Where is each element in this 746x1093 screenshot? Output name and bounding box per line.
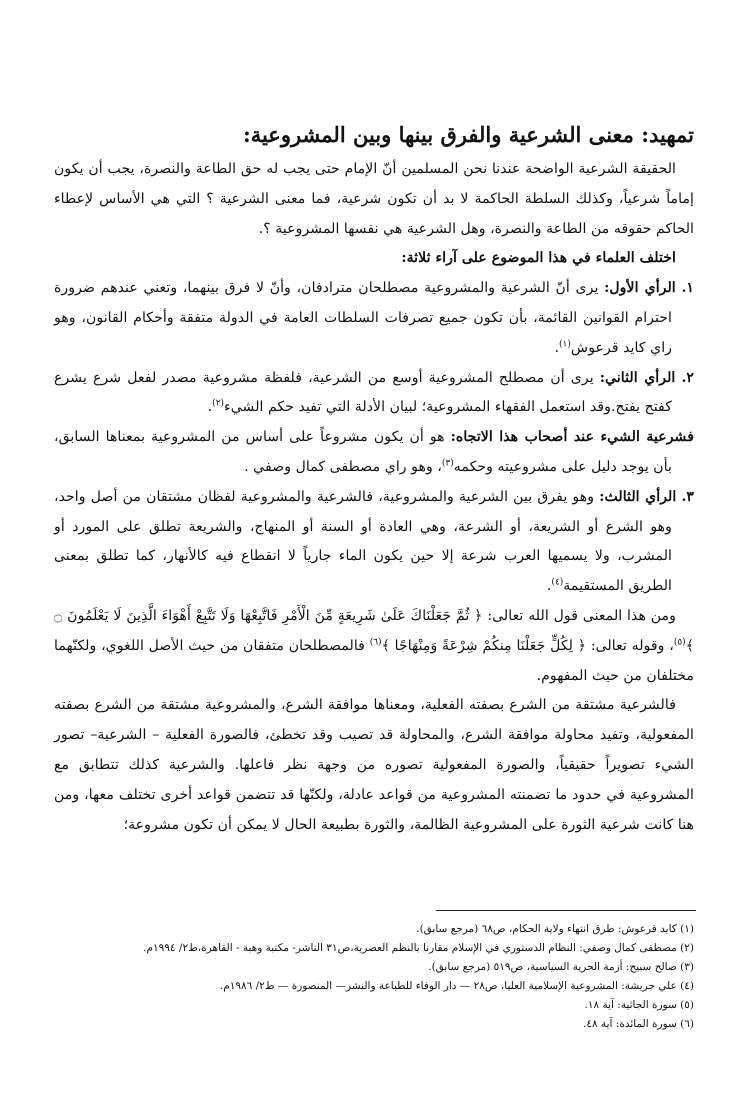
opinion-1-text: يرى أنّ الشرعية والمشروعية مصطلحان مترادفان، وأنّ لا فرق بينهما، وتعني عندهم ضرورة احترام القوانين القائمة، بأن تكون جميع تصرفات السلطات العامة في الدولة متفقة وأحكام القانون، وهو راي كايد قرعوش: [54, 280, 672, 356]
quran-lead: ومن هذا المعنى قول الله تعالى:: [487, 607, 676, 624]
footnote-4: [54, 977, 694, 996]
footnote-ref-2: (٢): [212, 398, 225, 409]
footnote-6: [54, 1015, 694, 1034]
quran-tail: فالمصطلحان متفقان من حيث الأصل اللغوي، ولكنّهما مختلفان من حيث المفهوم.: [54, 637, 694, 684]
opinion-3-text: وهو يفرق بين الشرعية والمشروعية، فالشرعية والمشروعية لفظان مشتقان من أصل واحد، وهو الشرع أو الشريعة، أو الشرعة، وهي العادة أو السنة أو المنهاج، والشريعة تطلق على المورد أو المشرب، ولا يسميها العرب شرعة إلا حين يكون الماء جارياً لا انقطاع فيه كالأنهار، كما تطلق بمعنى الطريق المستقيمة: [54, 488, 672, 595]
opinion-2-number: ٢.: [681, 369, 695, 386]
opinion-3: [54, 483, 694, 602]
opinion-2-definition-text: هو أن يكون مشروعاً على أساس من المشروعية بمعناها السابق، بأن يوجد دليل على مشروعيته وحكمه: [54, 429, 672, 475]
opinions-title: اختلف العلماء في هذا الموضوع على آراء ثلاثة:: [401, 250, 676, 267]
opinion-1-number: ١.: [681, 280, 695, 297]
footnote-ref-5: (٥): [673, 637, 686, 648]
footnote-ref-3: (٣): [441, 458, 454, 469]
opinion-2-definition-end: ، وهو راي مصطفى كمال وصفي .: [244, 458, 442, 475]
footnote-3-text: صالح سبيح: أزمة الحرية السياسية، ص٥١٩ (مرجع سابق).: [428, 961, 677, 973]
footnotes: [54, 920, 694, 1034]
opinion-1-end: .: [554, 339, 559, 356]
footnote-3: [54, 958, 694, 977]
body-text: [54, 155, 694, 840]
opinion-3-end: .: [546, 578, 552, 595]
footnote-6-number: (٦): [680, 1018, 694, 1030]
footnote-ref-1: (١): [559, 339, 571, 350]
page-heading: تمهيد: معنى الشرعية والفرق بينها وبين المشروعية:: [242, 122, 694, 147]
final-paragraph: فالشرعية مشتقة من الشرع بصفته الفعلية، ومعناها موافقة الشرع، والمشروعية مشتقة من الشرع بصفته المفعولية، وتفيد محاولة موافقة الشرع، والمحاولة قد تصيب وقد تخطئ، فالصورة الفعلية – الشرعية– تصور الشيء تصويراً حقيقياً، والصورة المفعولية تصوره من وجهة نظر فاعلها. والشرعية كذلك تتطابق مع المشروعية في حدود ما تضمنته المشروعية من قواعد عادلة، ولكنّها قد تتضمن قواعد أخرى تختلف معها، ومن هنا كانت شرعية الثورة على المشروعية الظالمة، والثورة بطبيعة الحال لا يمكن أن تكون مشروعة؛: [54, 697, 694, 833]
footnote-2: [54, 939, 694, 958]
opinion-1-label: الرأي الأول:: [604, 280, 676, 297]
opinion-2: [54, 364, 694, 424]
footnote-ref-4: (٤): [551, 577, 564, 588]
footnote-5-number: (٥): [680, 999, 694, 1011]
footnote-ref-6: (٦): [369, 637, 382, 648]
quran-verse-2: ﴿ لِكُلٍّ جَعَلْنَا مِنكُمْ شِرْعَةً وَمِنْهَاجًا ﴾: [381, 637, 587, 654]
quran-paragraph: [54, 602, 694, 691]
opinion-3-label: الرأي الثالث:: [599, 488, 677, 505]
opinion-2-text: يرى أن مصطلح المشروعية أوسع من الشرعية، فلفظة مشروعية مصدر لفعل شرع يشرع كفتح يفتح.وقد استعمل الفقهاء المشروعية؛ لبيان الأدلة التي تفيد حكم الشيء: [54, 369, 672, 416]
quran-mid: ، وقوله تعالى:: [590, 637, 674, 654]
footnote-2-text: مصطفى كمال وصفي: النظام الدستوري في الإسلام مقارنا بالنظم العصرية،ص٣١ الناشر- مكتبة وهبة - القاهرة،ط٢/ ١٩٩٤م.: [143, 942, 677, 954]
footnote-separator: [436, 910, 696, 911]
footnote-3-number: (٣): [680, 961, 694, 973]
opinion-2-definition: [54, 423, 694, 483]
opinion-3-number: ٣.: [681, 488, 695, 505]
footnote-4-text: علي جريشة: المشروعية الإسلامية العليا، ص٢٨ — دار الوفاء للطباعة والنشر— المنصورة — ط٢/ ١٩٨٦م.: [219, 980, 677, 992]
footnote-4-number: (٤): [680, 980, 694, 992]
opinion-1: [54, 274, 694, 363]
opinion-2-label: الرأي الثاني:: [599, 369, 676, 386]
footnote-1-number: (١): [680, 923, 694, 935]
footnote-1-text: كايد قرعوش: طرق انتهاء ولاية الحكام، ص٦٨ (مرجع سابق).: [416, 923, 677, 935]
footnote-2-number: (٢): [680, 942, 694, 954]
opinion-2-definition-label: فشرعية الشيء عند أصحاب هذا الاتجاه:: [450, 429, 694, 446]
intro-paragraph: الحقيقة الشرعية الواضحة عندنا نحن المسلمين أنّ الإمام حتى يجب له حق الطاعة والنصرة، يجب أن يكون إماماً شرعياً، وكذلك السلطة الحاكمة لا بد أن تكون شرعية، فما معنى الشرعية ؟ التي هي الأساس لإعطاء الحاكم حقوقه من الطاعة والنصرة، وهل الشرعية هي نفسها المشروعية ؟.: [54, 161, 694, 237]
footnote-1: [54, 920, 694, 939]
quran-verse-1: ﴿ ثُمَّ جَعَلْنَاكَ عَلَىٰ شَرِيعَةٍ مِّنَ الْأَمْرِ فَاتَّبِعْهَا وَلَا تَتَّبِعْ أَهْوَاءَ الَّذِينَ لَا يَعْلَمُونَ ۝ ﴾: [54, 607, 695, 654]
footnote-5-text: سورة الجاثية: آية ١٨.: [584, 999, 677, 1011]
footnote-5: [54, 996, 694, 1015]
opinion-2-end: .: [207, 399, 213, 416]
footnote-6-text: سورة المائدة: آية ٤٨.: [583, 1018, 677, 1030]
